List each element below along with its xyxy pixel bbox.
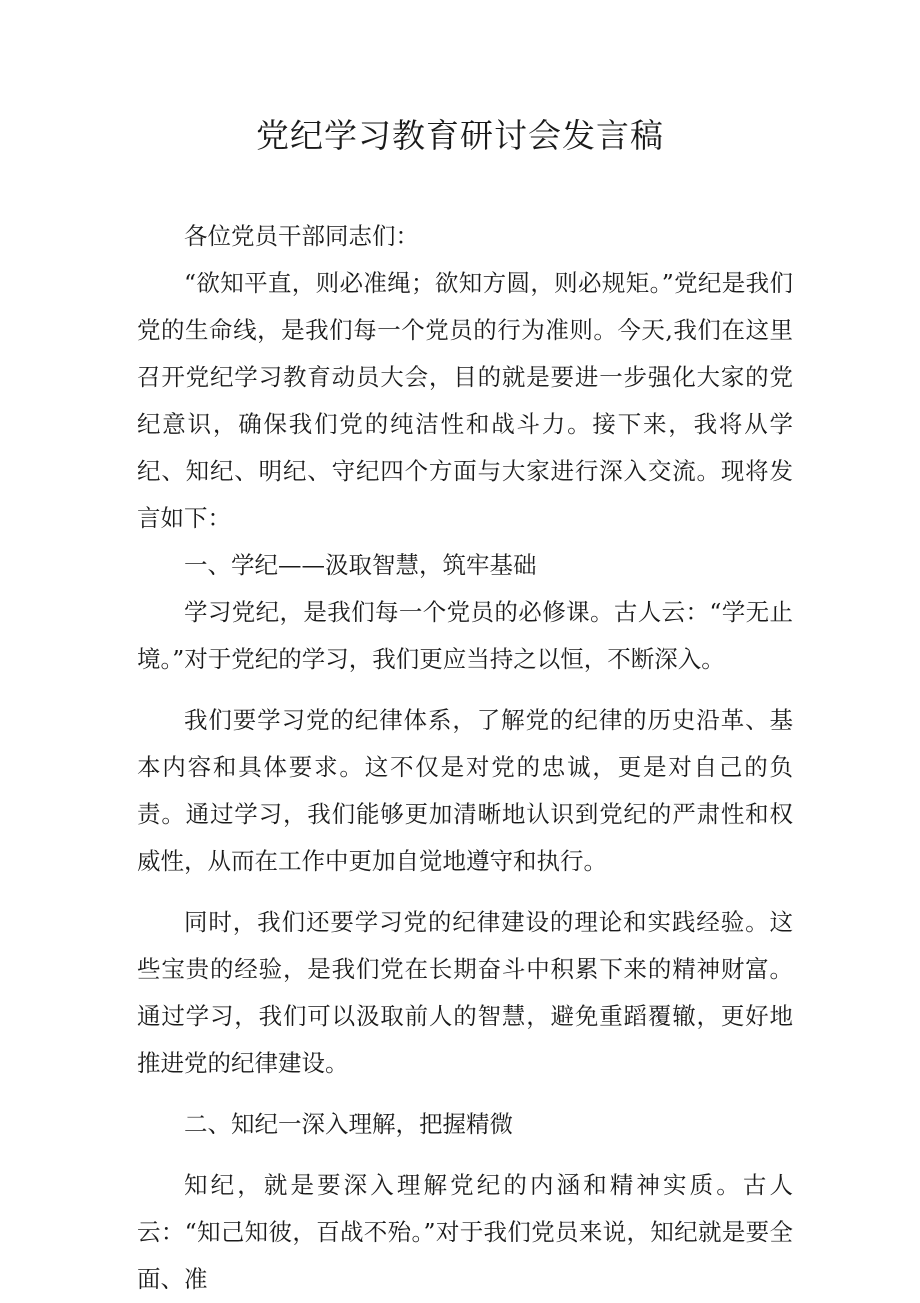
body-paragraph: 同时，我们还要学习党的纪律建设的理论和实践经验。这些宝贵的经验，是我们党在长期奋斗中积累下来的精神财富。通过学习，我们可以汲取前人的智慧，避免重蹈覆辙，更好地推进党的纪律建设。	[137, 908, 793, 1077]
section-heading-2: 二、知纪一深入理解，把握精微	[184, 1110, 513, 1138]
intro-paragraph: “欲知平直，则必准绳；欲知方圆，则必规矩。”党纪是我们党的生命线，是我们每一个党员的行为准则。今天,我们在这里召开党纪学习教育动员大会，目的就是要进一步强化大家的党纪意识，确保我们党的纯洁性和战斗力。接下来，我将从学纪、知纪、明纪、守纪四个方面与大家进行深入交流。现将发言如下：	[137, 269, 793, 532]
document-title: 党纪学习教育研讨会发言稿	[256, 116, 664, 155]
section-heading-1: 一、学纪——汲取智慧，筑牢基础	[184, 551, 537, 579]
body-paragraph: 知纪，就是要深入理解党纪的内涵和精神实质。古人云：“知己知彼，百战不殆。”对于我们党员来说，知纪就是要全面、准	[137, 1171, 793, 1293]
body-paragraph: 学习党纪，是我们每一个党员的必修课。古人云：“学无止境。”对于党纪的学习，我们更应当持之以恒，不断深入。	[137, 598, 793, 673]
body-paragraph: 我们要学习党的纪律体系，了解党的纪律的历史沿革、基本内容和具体要求。这不仅是对党的忠诚，更是对自己的负责。通过学习，我们能够更加清晰地认识到党纪的严肃性和权威性，从而在工作中更加自觉地遵守和执行。	[137, 706, 793, 875]
document-body	[137, 213, 793, 1303]
salutation-paragraph: 各位党员干部同志们：	[184, 222, 419, 250]
